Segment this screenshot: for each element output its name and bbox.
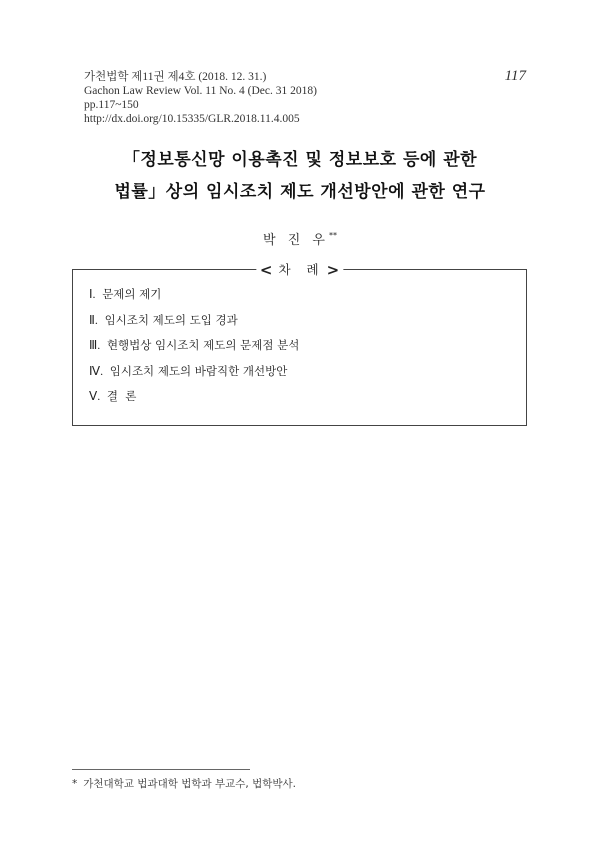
footnote-divider: [72, 769, 250, 770]
toc-item-number: Ⅴ.: [89, 389, 101, 403]
toc-list: [89, 285, 299, 413]
journal-title-korean: 가천법학 제11권 제4호 (2018. 12. 31.): [84, 71, 267, 83]
page-number: 117: [504, 68, 526, 84]
doi-link[interactable]: http://dx.doi.org/10.15335/GLR.2018.11.4.005: [84, 113, 300, 125]
toc-item-label: 임시조치 제도의 바람직한 개선방안: [109, 363, 288, 378]
toc-item-2[interactable]: [89, 311, 299, 337]
toc-item-number: Ⅲ.: [89, 338, 101, 352]
toc-item-number: Ⅳ.: [89, 363, 104, 378]
toc-item-label: 임시조치 제도의 도입 경과: [104, 312, 238, 327]
page-range: pp.117~150: [84, 99, 139, 111]
toc-item-label: 현행법상 임시조치 제도의 문제점 분석: [106, 338, 300, 352]
author-footnote-mark: **: [328, 230, 337, 240]
toc-item-3[interactable]: [89, 336, 299, 362]
footnote-mark: *: [72, 778, 78, 790]
journal-title-english: Gachon Law Review Vol. 11 No. 4 (Dec. 31 2018): [84, 85, 317, 97]
author-footnote: [72, 776, 296, 791]
paper-title-line-1: 「정보통신망 이용촉진 및 정보보호 등에 관한: [122, 150, 478, 170]
toc-item-label: 문제의 제기: [102, 287, 162, 301]
toc-item-number: Ⅱ.: [89, 312, 98, 327]
left-angle-bracket-icon: <: [259, 261, 273, 279]
toc-heading-label: 차 례: [278, 262, 325, 277]
toc-item-1[interactable]: [89, 285, 299, 311]
paper-title-line-2: 법률」상의 임시조치 제도 개선방안에 관한 연구: [114, 182, 486, 202]
right-angle-bracket-icon: >: [326, 261, 340, 279]
toc-item-number: Ⅰ.: [89, 287, 96, 301]
footnote-text: 가천대학교 법과대학 법학과 부교수, 법학박사.: [83, 778, 296, 790]
toc-heading: [256, 260, 343, 279]
author-byline: [0, 229, 600, 248]
toc-item-4[interactable]: [89, 362, 299, 388]
journal-header: [84, 70, 317, 126]
author-name: 박 진 우: [263, 233, 329, 248]
toc-item-label: 결 론: [106, 389, 137, 403]
toc-item-5[interactable]: [89, 387, 299, 413]
table-of-contents: [72, 261, 527, 426]
